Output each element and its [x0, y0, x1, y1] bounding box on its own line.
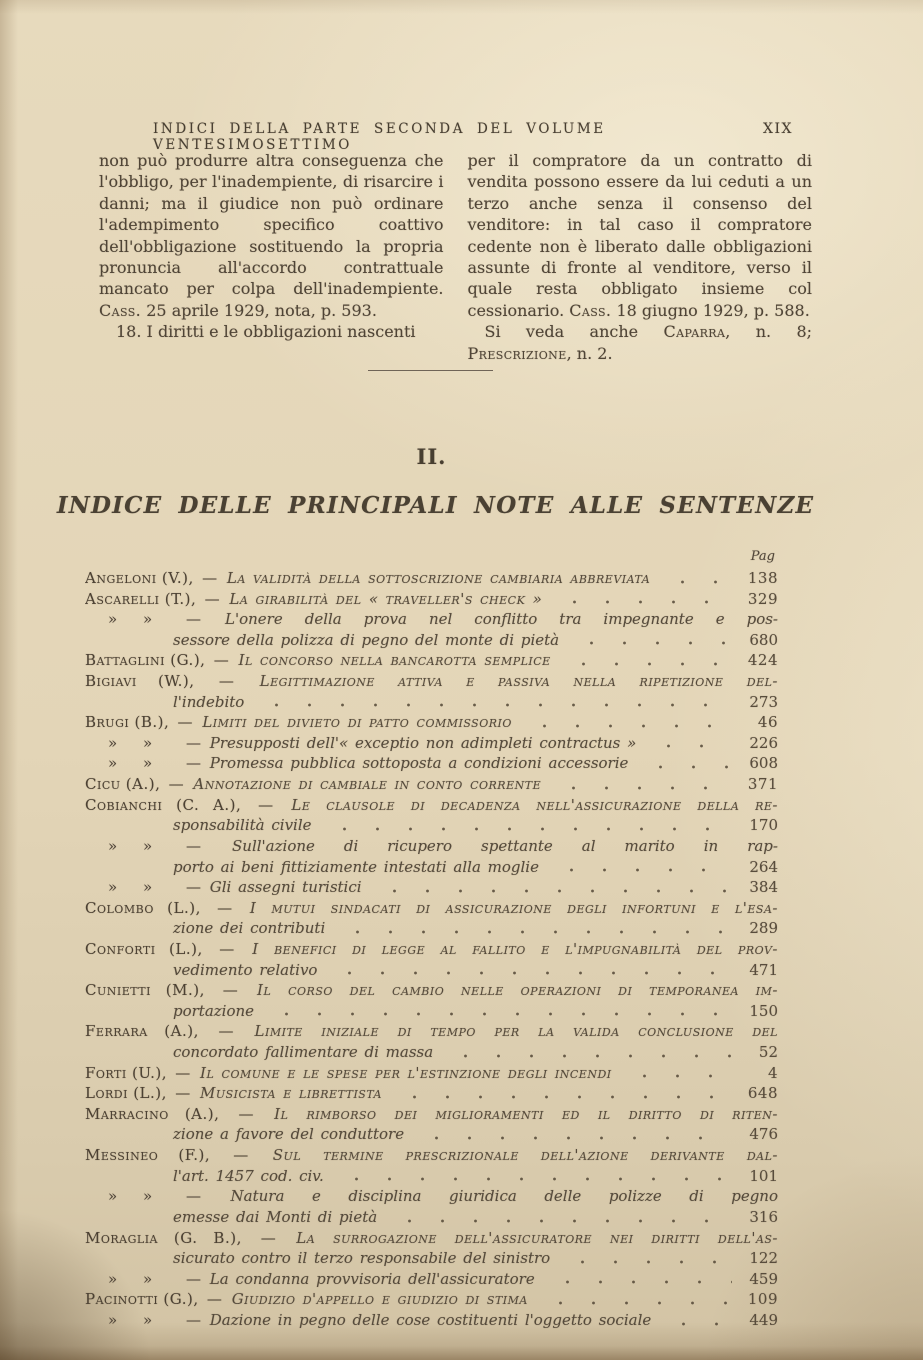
ditto-mark: » — [143, 1269, 153, 1288]
entry-title: Limiti del divieto di patto commissorio — [202, 713, 512, 732]
ditto-mark: » — [143, 610, 153, 629]
entry-text — [85, 837, 778, 855]
entry-title: La surrogazione dell'assicuratore nei diritti dell'as- — [296, 1228, 778, 1247]
entry-title: Il rimborso dei miglioramenti ed il diritto di riten- — [274, 1104, 778, 1123]
index-row — [85, 1186, 778, 1207]
dots-leader — [337, 918, 732, 939]
em-dash: — — [186, 836, 201, 855]
entry-title: Il corso del cambio nelle operazioni di temporanea im- — [257, 981, 778, 1000]
ditto-mark: » — [143, 733, 153, 752]
author-name: Cunietti (M.), — [85, 981, 205, 1000]
index-row — [85, 1248, 778, 1269]
entry-text — [85, 857, 539, 878]
entry-text — [85, 733, 636, 754]
entry-text — [85, 692, 244, 713]
page-number: 46 — [757, 713, 778, 732]
index-row — [85, 1104, 778, 1125]
ditto-mark: » — [108, 878, 118, 897]
em-dash: — — [258, 795, 274, 814]
em-dash: — — [222, 981, 239, 1000]
entry-title: Promessa pubblica sottoposta a condizioni accessorie — [209, 754, 629, 773]
page-number: 109 — [747, 1290, 778, 1309]
index-row — [85, 795, 778, 816]
index-row — [85, 733, 778, 754]
running-head-title: INDICI DELLA PARTE SECONDA DEL VOLUME VENTESIMOSETTIMO — [153, 121, 606, 153]
page-number: 608 — [749, 754, 778, 773]
page-number: 384 — [749, 878, 778, 897]
small-caps-citation: Cass. — [569, 300, 612, 320]
entry-text — [85, 1269, 535, 1290]
index-row — [85, 1021, 778, 1042]
entry-title: I mutui sindacati di assicurazione degli infortuni e l'esa- — [249, 898, 778, 917]
index-row — [85, 1145, 778, 1166]
author-name: Angeloni (V.), — [85, 569, 194, 587]
index-row — [85, 1083, 778, 1104]
ditto-mark: » — [108, 1310, 118, 1329]
page-number: 226 — [749, 733, 778, 752]
entry-text — [85, 630, 559, 651]
small-caps-citation: Prescrizione — [467, 343, 567, 363]
author-name: Cicu (A.), — [85, 775, 161, 794]
page-number: 138 — [747, 569, 778, 587]
page-number: 371 — [747, 775, 778, 794]
entry-title: Il concorso nella bancarotta semplice — [238, 651, 551, 670]
index-row — [85, 753, 778, 774]
page-number: 316 — [749, 1207, 778, 1226]
entry-title: sicurato contro il terzo responsabile del sinistro — [173, 1249, 551, 1268]
index-row — [85, 877, 778, 898]
entry-text — [85, 589, 542, 610]
small-caps-citation: Caparra — [663, 322, 726, 342]
paragraph — [99, 150, 444, 321]
dots-leader — [256, 692, 732, 713]
entry-title: emesse dai Monti di pietà — [173, 1207, 378, 1226]
entry-title: sponsabilità civile — [173, 816, 312, 835]
dots-leader — [266, 1001, 732, 1022]
entry-text — [85, 981, 778, 999]
entry-title: Dazione in pegno delle cose costituenti l'oggetto sociale — [209, 1310, 652, 1329]
entry-text — [85, 899, 778, 917]
index-row — [85, 1166, 778, 1187]
dots-leader — [554, 589, 732, 610]
body-text: Si veda anche — [484, 322, 664, 342]
section-title: INDICE DELLE PRINCIPALI NOTE ALLE SENTENZE — [56, 492, 815, 519]
ditto-mark: » — [108, 733, 118, 752]
ditto-mark: » — [108, 754, 118, 773]
entry-text — [85, 610, 778, 628]
em-dash: — — [238, 1104, 255, 1123]
body-text: 18 giugno 1929, p. 588. — [611, 300, 810, 320]
page-number: 264 — [749, 857, 778, 876]
em-dash: — — [175, 1084, 191, 1103]
entry-text — [85, 1022, 778, 1040]
entry-title: Legittimazione attiva e passiva nella ripetizione del- — [259, 672, 778, 691]
entry-title: sessore della polizza di pegno del monte di pietà — [173, 630, 560, 649]
entry-title: Sull'azione di ricupero spettante al marito in rap- — [232, 836, 778, 855]
em-dash: — — [186, 733, 201, 752]
index-row — [85, 1228, 778, 1249]
entry-text — [85, 712, 512, 733]
entry-title: Gli assegni turistici — [209, 878, 362, 897]
index-row — [85, 1042, 778, 1063]
index-row — [85, 815, 778, 836]
body-text: 18. I diritti e le obbligazioni nascenti — [116, 322, 416, 342]
entry-text — [85, 774, 541, 795]
page-number: 4 — [767, 1063, 778, 1082]
entry-title: vedimento relativo — [173, 960, 318, 979]
entry-text — [85, 877, 362, 898]
page-column-header: Pag — [750, 549, 775, 564]
em-dash: — — [186, 878, 201, 897]
left-column — [99, 150, 444, 364]
folio-page-number: XIX — [763, 121, 793, 137]
em-dash: — — [186, 1310, 201, 1329]
em-dash: — — [186, 1187, 201, 1206]
em-dash: — — [204, 589, 221, 608]
paragraph — [468, 150, 813, 321]
index-row — [85, 589, 778, 610]
entry-text — [85, 815, 312, 836]
page-number: 459 — [749, 1269, 778, 1288]
index-row — [85, 898, 778, 919]
page-number: 648 — [747, 1084, 778, 1103]
dots-leader — [336, 1166, 732, 1187]
index-row — [85, 774, 778, 795]
entry-title: portazione — [173, 1001, 255, 1020]
em-dash: — — [202, 569, 218, 587]
author-name: Cobianchi (C. A.), — [85, 795, 242, 814]
dots-leader — [553, 774, 732, 795]
page-number: 122 — [749, 1249, 778, 1268]
em-dash: — — [217, 898, 233, 917]
ditto-mark: » — [143, 1310, 153, 1329]
em-dash: — — [168, 775, 185, 794]
index-row — [85, 960, 778, 981]
entry-text — [85, 1105, 778, 1123]
index-row — [85, 836, 778, 857]
page-number: 471 — [749, 960, 778, 979]
body-text: non può produrre altra conseguenza che l'obbligo, per l'inadempiente, di risarcire i danni; ma il giudice non può ordinare l'adempimento specifico coattivo dell'obbligazione sostituendo la propria pronuncia all'accordo contrattuale mancato per colpa dell'inadempiente. — [99, 151, 444, 299]
dots-leader — [394, 1083, 732, 1104]
entry-text — [85, 940, 778, 958]
ditto-mark: » — [108, 610, 118, 629]
author-name: Ascarelli (T.), — [85, 589, 197, 608]
entry-title: concordato fallimentare di massa — [173, 1043, 434, 1062]
em-dash: — — [186, 1269, 201, 1288]
entry-text — [85, 1248, 550, 1269]
page-number: 52 — [758, 1043, 778, 1062]
ditto-mark: » — [143, 836, 153, 855]
dots-leader — [389, 1207, 732, 1228]
index-row — [85, 630, 778, 651]
entry-text — [85, 1083, 382, 1104]
author-name: Pacinotti (G.), — [85, 1290, 199, 1309]
index-text-columns — [99, 150, 812, 364]
index-row — [85, 609, 778, 630]
entry-text — [85, 796, 778, 814]
index-row — [85, 650, 778, 671]
page-number: 449 — [749, 1310, 778, 1329]
entry-text — [85, 918, 325, 939]
entry-title: zione dei contributi — [173, 919, 326, 938]
index-row — [85, 1207, 778, 1228]
paragraph — [468, 321, 813, 364]
page-number: 680 — [749, 630, 778, 649]
author-name: Battaglini (G.), — [85, 651, 206, 670]
author-name: Conforti (L.), — [85, 939, 203, 958]
entry-title: I benefici di legge al fallito e l'impugnabilità del prov- — [252, 939, 778, 958]
dots-leader — [563, 650, 732, 671]
em-dash: — — [260, 1228, 277, 1247]
index-row — [85, 712, 778, 733]
entry-text — [85, 1001, 254, 1022]
index-row — [85, 1124, 778, 1145]
author-name: Messineo (F.), — [85, 1146, 211, 1165]
entry-text — [85, 1146, 778, 1164]
author-name: Bigiavi (W.), — [85, 672, 195, 691]
ditto-mark: » — [143, 1187, 153, 1206]
ditto-mark: » — [143, 754, 153, 773]
entry-title: Natura e disciplina giuridica delle polizze di pegno — [230, 1187, 778, 1206]
dots-leader — [571, 630, 732, 651]
author-name: Moraglia (G. B.), — [85, 1228, 242, 1247]
entry-text — [85, 1310, 651, 1331]
dots-leader — [540, 1289, 732, 1310]
author-name: Ferrara (A.), — [85, 1022, 199, 1041]
page-number: 329 — [747, 589, 778, 608]
index-row — [85, 1289, 778, 1310]
em-dash: — — [186, 754, 201, 773]
page-number: 273 — [749, 692, 778, 711]
entry-title: La validità della sottoscrizione cambiaria abbreviata — [226, 569, 651, 587]
index-row — [85, 568, 778, 589]
running-head — [153, 121, 793, 153]
entry-text — [85, 1124, 404, 1145]
entry-title: Annotazione di cambiale in conto corrente — [193, 775, 542, 794]
entry-title: La condanna provvisoria dell'assicuratore — [209, 1269, 535, 1288]
index-row — [85, 918, 778, 939]
entry-text — [85, 650, 551, 671]
entry-title: L'onere della prova nel conflitto tra impegnante e pos- — [225, 610, 778, 629]
em-dash: — — [206, 1290, 223, 1309]
dots-leader — [662, 568, 732, 589]
ditto-mark: » — [108, 1187, 118, 1206]
entry-title: l'indebito — [173, 692, 245, 711]
dots-leader — [624, 1063, 732, 1084]
dots-leader — [663, 1310, 732, 1331]
em-dash: — — [218, 1022, 234, 1041]
em-dash: — — [175, 1063, 191, 1082]
em-dash: — — [213, 651, 230, 670]
entry-text — [85, 1187, 778, 1205]
dots-leader — [547, 1269, 732, 1290]
index-row — [85, 671, 778, 692]
body-text: , n. 8; — [725, 322, 813, 342]
entry-title: Il comune e le spese per l'estinzione degli incendi — [200, 1063, 612, 1082]
ditto-mark: » — [108, 1269, 118, 1288]
dots-leader — [445, 1042, 732, 1063]
right-column — [468, 150, 813, 364]
entry-title: Sul termine prescrizionale dell'azione derivante dal- — [272, 1146, 778, 1165]
author-name: Forti (U.), — [85, 1063, 167, 1082]
author-name: Brugi (B.), — [85, 713, 170, 732]
dots-leader — [562, 1248, 732, 1269]
entry-title: Musicista e librettista — [199, 1084, 383, 1103]
dots-leader — [640, 753, 732, 774]
page-number: 289 — [749, 919, 778, 938]
em-dash: — — [233, 1146, 249, 1165]
index-list — [85, 549, 778, 1331]
entry-text — [85, 1229, 778, 1247]
ditto-mark: » — [108, 836, 118, 855]
body-text: per il compratore da un contratto di vendita possono essere da lui ceduti a un terzo anche senza il consenso del venditore: in tal caso il compratore cedente non è liberato dalle obbligazioni assunte di fronte al venditore, verso il quale resta obbligato insieme col cessionario. — [467, 151, 812, 320]
em-dash: — — [219, 939, 235, 958]
index-row — [85, 980, 778, 1001]
section-divider-rule — [368, 370, 493, 371]
index-row — [85, 1310, 778, 1331]
author-name: Lordi (L.), — [85, 1084, 167, 1103]
dots-leader — [324, 815, 732, 836]
page-number: 476 — [749, 1125, 778, 1144]
entry-title: l'art. 1457 cod. civ. — [173, 1166, 324, 1185]
body-text: , n. 2. — [566, 343, 613, 363]
entry-title: Presupposti dell'« exceptio non adimpleti contractus » — [209, 733, 637, 752]
dots-leader — [329, 960, 732, 981]
index-row — [85, 857, 778, 878]
entry-title: porto ai beni fittiziamente intestati alla moglie — [173, 857, 539, 876]
dots-leader — [648, 733, 732, 754]
index-row — [85, 1269, 778, 1290]
entry-text — [85, 672, 778, 690]
em-dash: — — [186, 610, 201, 629]
dots-leader — [524, 712, 732, 733]
page-number: 101 — [749, 1166, 778, 1185]
dots-leader — [551, 857, 732, 878]
dots-leader — [374, 877, 732, 898]
entry-title: Le clausole di decadenza nell'assicurazione della re- — [291, 795, 778, 814]
entry-text — [85, 753, 628, 774]
entry-text — [85, 1207, 377, 1228]
em-dash: — — [218, 672, 235, 691]
small-caps-citation: Cass. — [99, 300, 142, 320]
index-row — [85, 1001, 778, 1022]
entry-text — [85, 1166, 324, 1187]
entry-text — [85, 1042, 433, 1063]
entry-title: La girabilità del « traveller's check » — [229, 589, 543, 608]
author-name: Colombo (L.), — [85, 898, 201, 917]
entry-text — [85, 1063, 612, 1084]
index-row — [85, 692, 778, 713]
em-dash: — — [177, 713, 194, 732]
entry-text — [85, 1289, 528, 1310]
page-number: 424 — [747, 651, 778, 670]
entry-title: Limite iniziale di tempo per la valida conclusione del — [254, 1022, 778, 1041]
index-row — [85, 939, 778, 960]
section-number: II. — [416, 444, 447, 469]
ditto-mark: » — [143, 878, 153, 897]
paragraph — [99, 321, 444, 342]
author-name: Marracino (A.), — [85, 1104, 220, 1123]
dots-leader — [416, 1124, 732, 1145]
page-number: 170 — [749, 816, 778, 835]
entry-title: Giudizio d'appello e giudizio di stima — [231, 1290, 528, 1309]
entry-text — [85, 960, 317, 981]
entry-text — [85, 568, 650, 589]
index-row — [85, 1063, 778, 1084]
page-number: 150 — [749, 1001, 778, 1020]
body-text: 25 aprile 1929, nota, p. 593. — [141, 300, 377, 320]
entry-title: zione a favore del conduttore — [173, 1125, 405, 1144]
